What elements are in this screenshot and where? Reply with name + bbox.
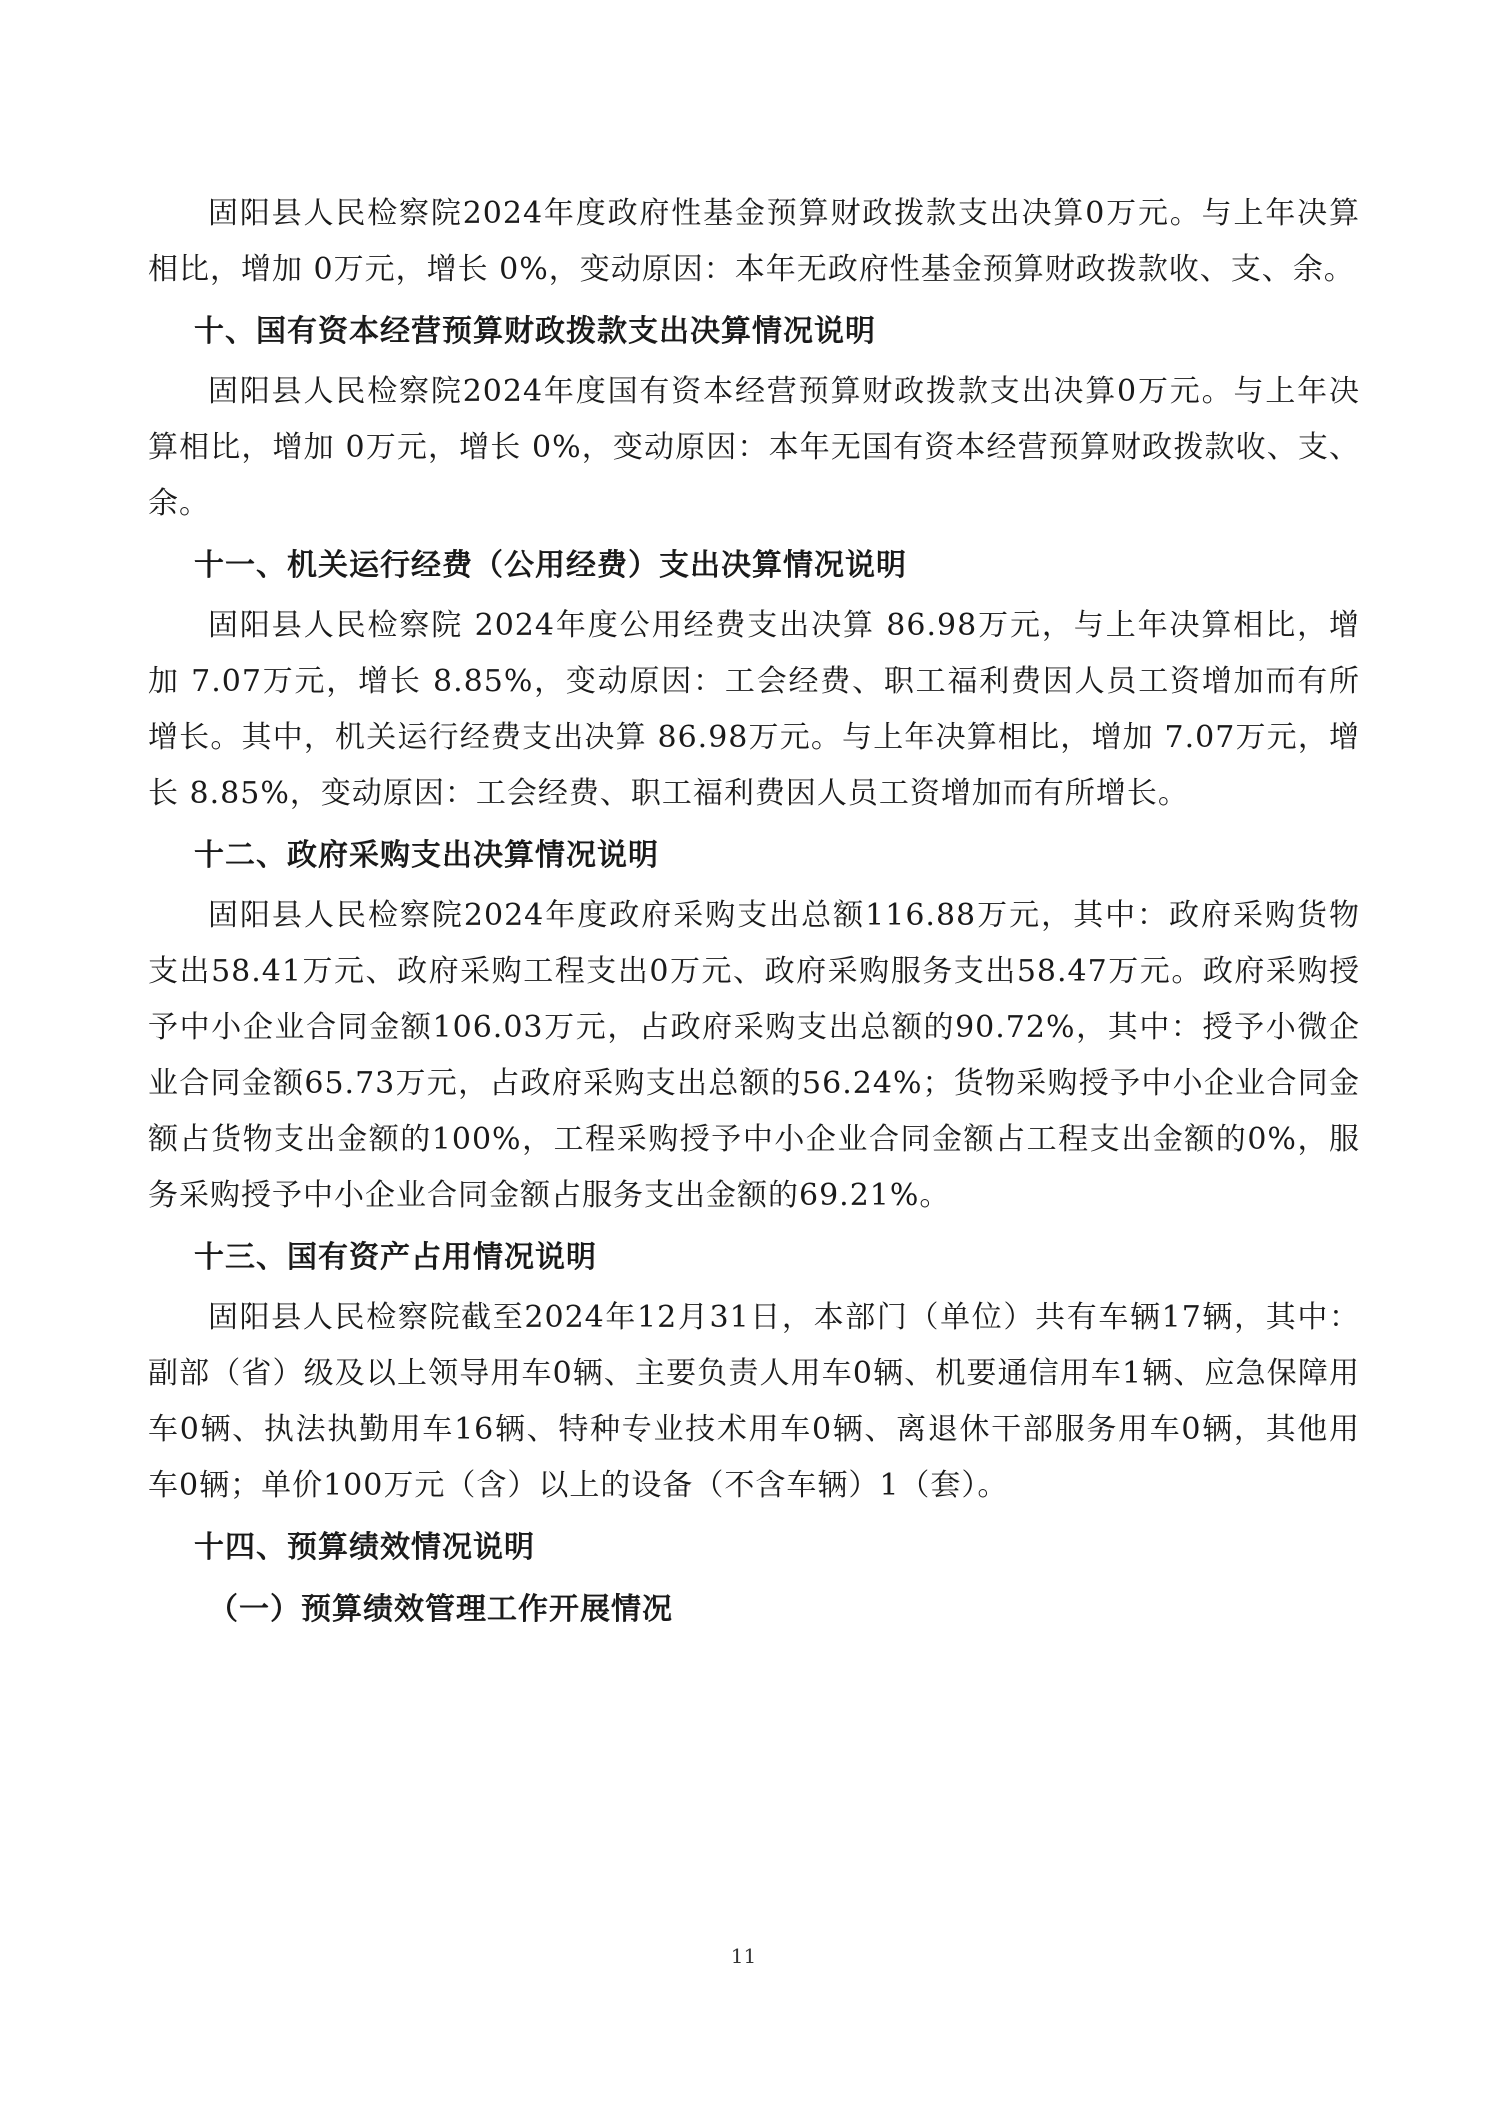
section-heading-11: 十一、机关运行经费（公用经费）支出决算情况说明 (194, 548, 907, 583)
section-heading-14: 十四、预算绩效情况说明 (194, 1530, 535, 1565)
section-heading-10: 十、国有资本经营预算财政拨款支出决算情况说明 (194, 314, 876, 349)
document-body (148, 186, 1360, 1638)
paragraph-state-capital: 固阳县人民检察院2024年度国有资本经营预算财政拨款支出决算0万元。与上年决算相比，增加 0万元，增长 0%，变动原因：本年无国有资本经营预算财政拨款收、支、余。 (148, 374, 1360, 521)
paragraph-procurement: 固阳县人民检察院2024年度政府采购支出总额116.88万元，其中：政府采购货物支出58.41万元、政府采购工程支出0万元、政府采购服务支出58.47万元。政府采购授予中小企业合同金额106.03万元，占政府采购支出总额的90.72%，其中：授予小微企业合同金额65.73万元，占政府采购支出总额的56.24%；货物采购授予中小企业合同金额占货物支出金额的100%，工程采购授予中小企业合同金额占工程支出金额的0%，服务采购授予中小企业合同金额占服务支出金额的69.21%。 (148, 898, 1360, 1213)
paragraph-government-fund: 固阳县人民检察院2024年度政府性基金预算财政拨款支出决算0万元。与上年决算相比，增加 0万元，增长 0%，变动原因：本年无政府性基金预算财政拨款收、支、余。 (148, 196, 1360, 287)
paragraph-state-assets: 固阳县人民检察院截至2024年12月31日，本部门（单位）共有车辆17辆，其中：副部（省）级及以上领导用车0辆、主要负责人用车0辆、机要通信用车1辆、应急保障用车0辆、执法执勤用车16辆、特种专业技术用车0辆、离退休干部服务用车0辆，其他用车0辆；单价100万元（含）以上的设备（不含车辆）1（套）。 (148, 1300, 1360, 1503)
section-heading-12: 十二、政府采购支出决算情况说明 (194, 838, 659, 873)
paragraph-public-expenses: 固阳县人民检察院 2024年度公用经费支出决算 86.98万元，与上年决算相比，增加 7.07万元，增长 8.85%，变动原因：工会经费、职工福利费因人员工资增加而有所增长。其中，机关运行经费支出决算 86.98万元。与上年决算相比，增加 7.07万元，增长 8.85%，变动原因：工会经费、职工福利费因人员工资增加而有所增长。 (148, 608, 1360, 811)
page-number: 11 (730, 1944, 757, 1968)
subsection-heading-1: （一）预算绩效管理工作开展情况 (208, 1592, 673, 1627)
section-heading-13: 十三、国有资产占用情况说明 (194, 1240, 597, 1275)
